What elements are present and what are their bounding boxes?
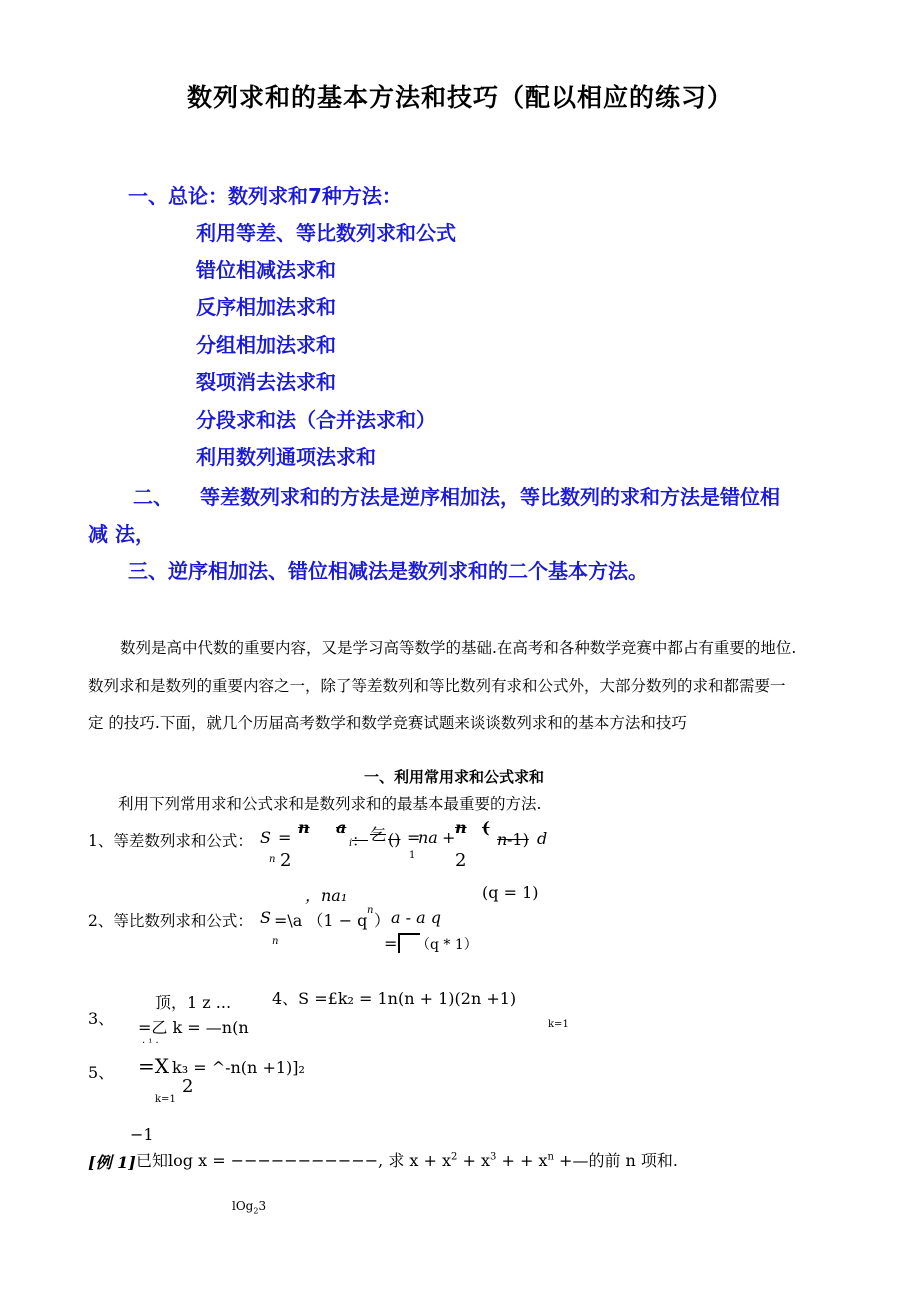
formula-5-k1: k=1	[155, 1094, 176, 1105]
method-item: 利用数列通项法求和	[196, 445, 376, 469]
formula-2-main: =\a （1 − q	[274, 911, 368, 930]
example-1-cube: 3	[490, 1151, 497, 1163]
intro-line-2: 数列求和是数列的重要内容之一，除了等差数列和等比数列有求和公式外，大部分数列的求和都需要一	[88, 677, 786, 695]
formula-1-a: a	[336, 818, 347, 837]
example-1-text-end: +—的前 n 项和.	[553, 1151, 679, 1170]
example-1-log-base	[232, 1199, 266, 1215]
formula-2-q-not-1: （q * 1）	[416, 937, 478, 953]
formula-5-two: 2	[182, 1076, 194, 1097]
formula-1-i: i	[349, 838, 353, 849]
example-1-text	[136, 1148, 678, 1171]
formula-1-label: 1、等差数列求和公式：	[88, 832, 253, 850]
example-1-text-start: 已知log x = −−−−−−−−−−−, 求 x + x	[136, 1151, 452, 1170]
page-title: 数列求和的基本方法和技巧（配以相应的练习）	[186, 83, 733, 112]
formula-1-paren-2: (	[482, 818, 490, 837]
formula-1-minus-one: -1)	[507, 830, 529, 849]
point-2-label: 二、	[133, 485, 173, 509]
formula-1-two: 2	[280, 850, 292, 871]
method-item: 分组相加法求和	[196, 333, 336, 357]
example-1-log-word: lOg	[232, 1199, 254, 1213]
formula-3-dots: · ¹ ·	[142, 1038, 159, 1049]
example-1-text-mid-2: + + x	[496, 1151, 548, 1170]
formula-1-equals: =	[278, 828, 292, 847]
formula-1-n: n	[497, 830, 508, 849]
example-1-log-3: 3	[258, 1199, 267, 1213]
example-1-log-sub: 2	[253, 1206, 259, 1216]
intro-line-3: 定 的技巧.下面，就几个历届高考数学和数学竞赛试题来谈谈数列求和的基本方法和技巧	[88, 714, 687, 732]
formula-1-equals-2: =	[407, 828, 421, 847]
example-1-text-mid: + x	[457, 1151, 491, 1170]
formula-1-na: na	[418, 828, 438, 847]
example-1-sup: −1	[130, 1125, 154, 1144]
formula-3-label: 3、	[88, 1009, 115, 1028]
formula-1-d: d	[537, 829, 548, 848]
formula-2-na1: ，na₁	[305, 886, 348, 905]
point-2-text: 等差数列求和的方法是逆序相加法，等比数列的求和方法是错位相	[200, 485, 780, 509]
point-2-continuation: 减 法，	[88, 522, 155, 546]
formula-1-colon: ：	[352, 831, 369, 850]
formula-2-s: S	[260, 908, 271, 927]
formula-1-s: S	[260, 828, 271, 847]
formula-5-k3: k₃ = ^-n(n +1)]₂	[172, 1058, 305, 1077]
formula-1-n-top: n	[298, 818, 310, 837]
formula-3-line: =乙 k = —n(n	[138, 1018, 249, 1037]
formula-2-label: 2、等比数列求和公式：	[88, 912, 253, 930]
formula-2-q-equals-1: (q = 1)	[482, 883, 539, 902]
formula-5-label: 5、	[88, 1063, 115, 1082]
example-1-label: [例 1]	[88, 1153, 136, 1172]
point-3-text: 三、逆序相加法、错位相减法是数列求和的二个基本方法。	[128, 559, 648, 583]
summary-heading: 一、总论：数列求和7种方法：	[128, 184, 402, 208]
formula-2-sub-n: n	[272, 936, 279, 947]
formula-3-top: 顶，1 z ...	[155, 993, 232, 1012]
formula-2-close: ）	[374, 911, 391, 930]
formula-1-qi: 乞	[370, 825, 387, 844]
method-item: 利用等差、等比数列求和公式	[196, 221, 456, 245]
intro-line-1: 数列是高中代数的重要内容，又是学习高等数学的基础.在高考和各种数学竞赛中都占有重要的地位.	[120, 639, 797, 657]
formula-1-paren: ()	[388, 830, 401, 849]
method-item: 分段求和法（合并法求和）	[196, 408, 436, 432]
section-1-heading: 一、利用常用求和公式求和	[364, 768, 545, 786]
formula-1-sub-n: n	[269, 854, 276, 865]
method-item: 错位相减法求和	[196, 258, 336, 282]
formula-1-sub-1: 1	[409, 850, 416, 861]
formula-4-text: 4、S =£k₂ = 1n(n + 1)(2n +1)	[272, 989, 517, 1008]
example-1-square: 2	[451, 1151, 458, 1163]
example-1-sup-n: n	[547, 1151, 554, 1163]
method-item: 反序相加法求和	[196, 295, 336, 319]
formula-1-two-2: 2	[455, 850, 467, 871]
method-item: 裂项消去法求和	[196, 370, 336, 394]
formula-5-sigma: =X	[138, 1054, 169, 1078]
formula-2-a-minus-aq: a - a q	[391, 908, 441, 927]
formula-1-plus: +	[442, 828, 456, 847]
formula-2-equals: =	[384, 934, 398, 953]
formula-2-sup-n: n	[367, 905, 374, 916]
formula-1-n-top-2: n	[455, 818, 467, 837]
section-1-description: 利用下列常用求和公式求和是数列求和的最基本最重要的方法.	[118, 795, 542, 813]
formula-4-k1: k=1	[548, 1019, 569, 1030]
